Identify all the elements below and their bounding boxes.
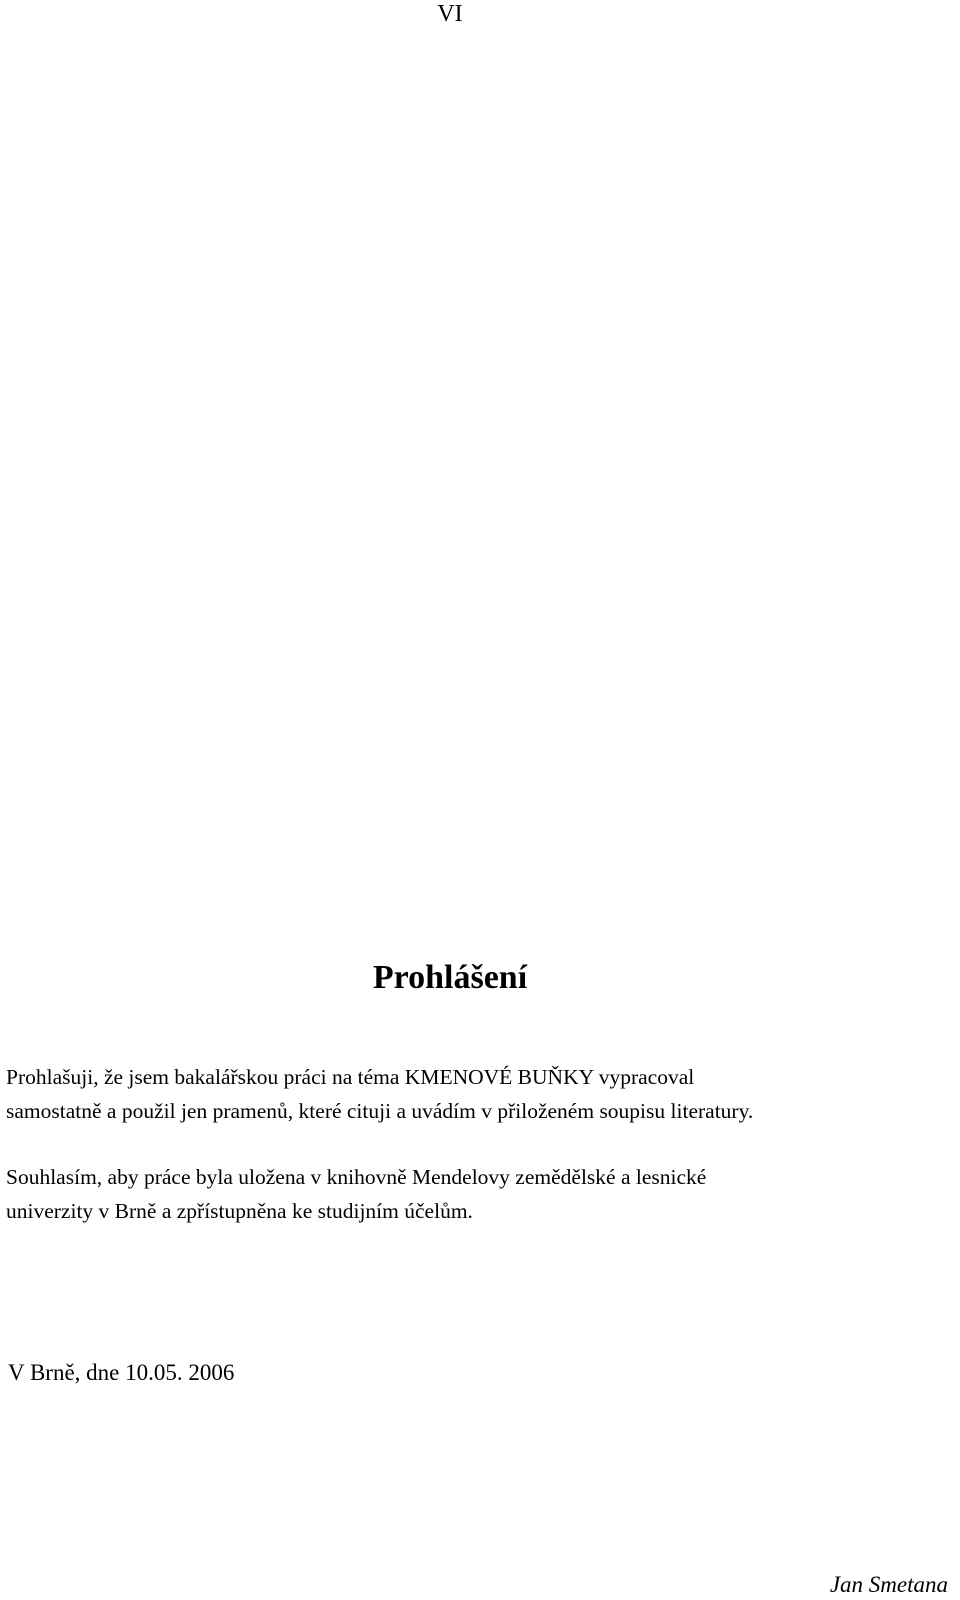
declaration-line-1: Prohlašuji, že jsem bakalářskou práci na téma KMENOVÉ BUŇKY vypracoval xyxy=(6,1065,695,1089)
declaration-paragraph xyxy=(6,1060,753,1128)
page-title: Prohlášení xyxy=(372,959,528,996)
author-signature: Jan Smetana xyxy=(829,1572,948,1597)
consent-line-2: univerzity v Brně a zpřístupněna ke studijním účelům. xyxy=(6,1199,473,1223)
declaration-line-2: samostatně a použil jen pramenů, které cituji a uvádím v přiloženém soupisu literatury. xyxy=(6,1099,754,1123)
consent-line-1: Souhlasím, aby práce byla uložena v knihovně Mendelovy zemědělské a lesnické xyxy=(6,1165,707,1189)
consent-paragraph xyxy=(6,1160,706,1228)
page-number: VI xyxy=(437,1,463,27)
place-date: V Brně, dne 10.05. 2006 xyxy=(8,1360,235,1385)
